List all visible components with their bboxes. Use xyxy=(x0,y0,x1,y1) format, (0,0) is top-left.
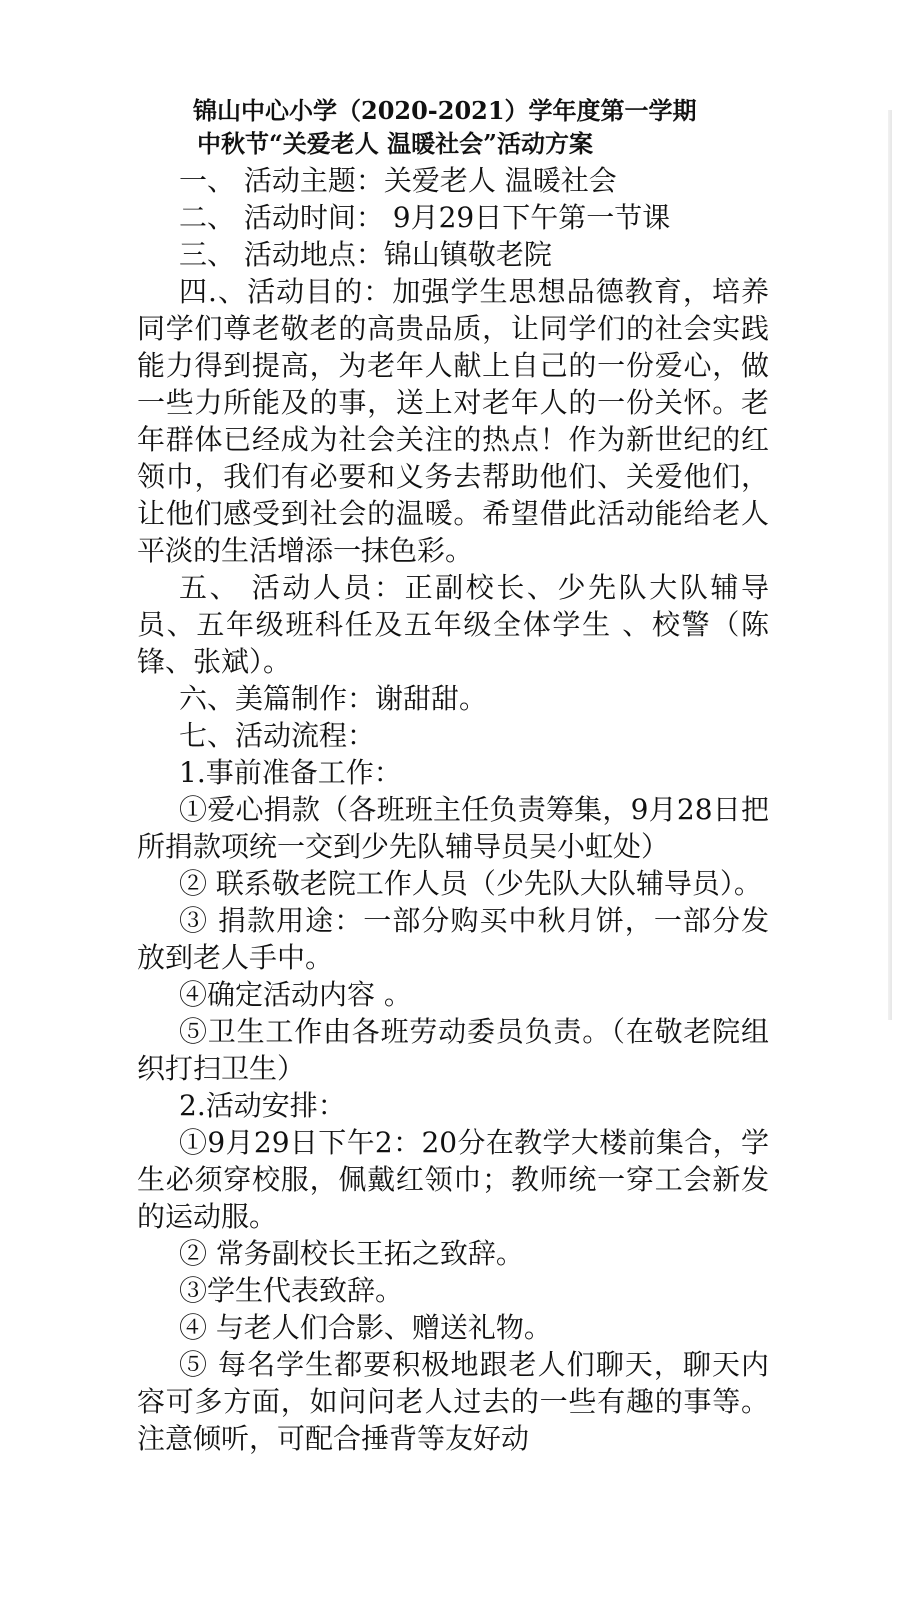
arrange-step-2: ② 常务副校长王拓之致辞。 xyxy=(179,1237,524,1270)
arrange-step-3: ③学生代表致辞。 xyxy=(179,1274,404,1307)
prep-step-5: ⑤卫生工作由各班劳动委员负责。（在敬老院组织打扫卫生） xyxy=(137,1015,769,1085)
item-time: 二、 活动时间： 9月29日下午第一节课 xyxy=(179,201,671,234)
prep-step-1: ①爱心捐款（各班班主任负责筹集，9月28日把所捐款项统一交到少先队辅导员吴小虹处） xyxy=(137,793,769,863)
page-edge-shadow xyxy=(888,110,892,1020)
subheading-arrangement: 2.活动安排： xyxy=(179,1089,346,1122)
item-purpose: 四.、活动目的：加强学生思想品德教育，培养同学们尊老敬老的高贵品质，让同学们的社会实践能力得到提高，为老年人献上自己的一份爱心，做一些力所能及的事，送上对老年人的一份关怀。老年群体已经成为社会关注的热点！作为新世纪的红领巾，我们有必要和义务去帮助他们、关爱他们，让他们感受到社会的温暖。希望借此活动能给老人平淡的生活增添一抹色彩。 xyxy=(137,275,769,567)
document-body xyxy=(137,162,769,1457)
item-participants: 五、 活动人员：正副校长、少先队大队辅导员、五年级班科任及五年级全体学生 、校警（陈锋、张斌）。 xyxy=(137,571,769,678)
item-process-heading: 七、活动流程： xyxy=(179,719,376,752)
document-title-line-1: 锦山中心小学（2020-2021）学年度第一学期 xyxy=(193,96,697,125)
prep-step-4: ④确定活动内容 。 xyxy=(179,978,412,1011)
item-meipian-producer: 六、美篇制作：谢甜甜。 xyxy=(179,682,488,715)
item-location: 三、 活动地点：锦山镇敬老院 xyxy=(179,238,552,271)
arrange-step-4: ④ 与老人们合影、赠送礼物。 xyxy=(179,1311,552,1344)
document-title-line-2: 中秋节“关爱老人 温暖社会”活动方案 xyxy=(197,129,593,158)
arrange-step-5: ⑤ 每名学生都要积极地跟老人们聊天，聊天内容可多方面，如问问老人过去的一些有趣的事等。注意倾听，可配合捶背等友好动 xyxy=(137,1348,769,1455)
arrange-step-1: ①9月29日下午2：20分在教学大楼前集合，学生必须穿校服，佩戴红领巾；教师统一穿工会新发的运动服。 xyxy=(137,1126,769,1233)
item-theme: 一、 活动主题：关爱老人 温暖社会 xyxy=(179,164,617,197)
subheading-preparation: 1.事前准备工作： xyxy=(179,756,402,789)
prep-step-3: ③ 捐款用途：一部分购买中秋月饼，一部分发放到老人手中。 xyxy=(137,904,769,974)
prep-step-2: ② 联系敬老院工作人员（少先队大队辅导员）。 xyxy=(179,867,762,900)
document-page xyxy=(137,94,769,1457)
